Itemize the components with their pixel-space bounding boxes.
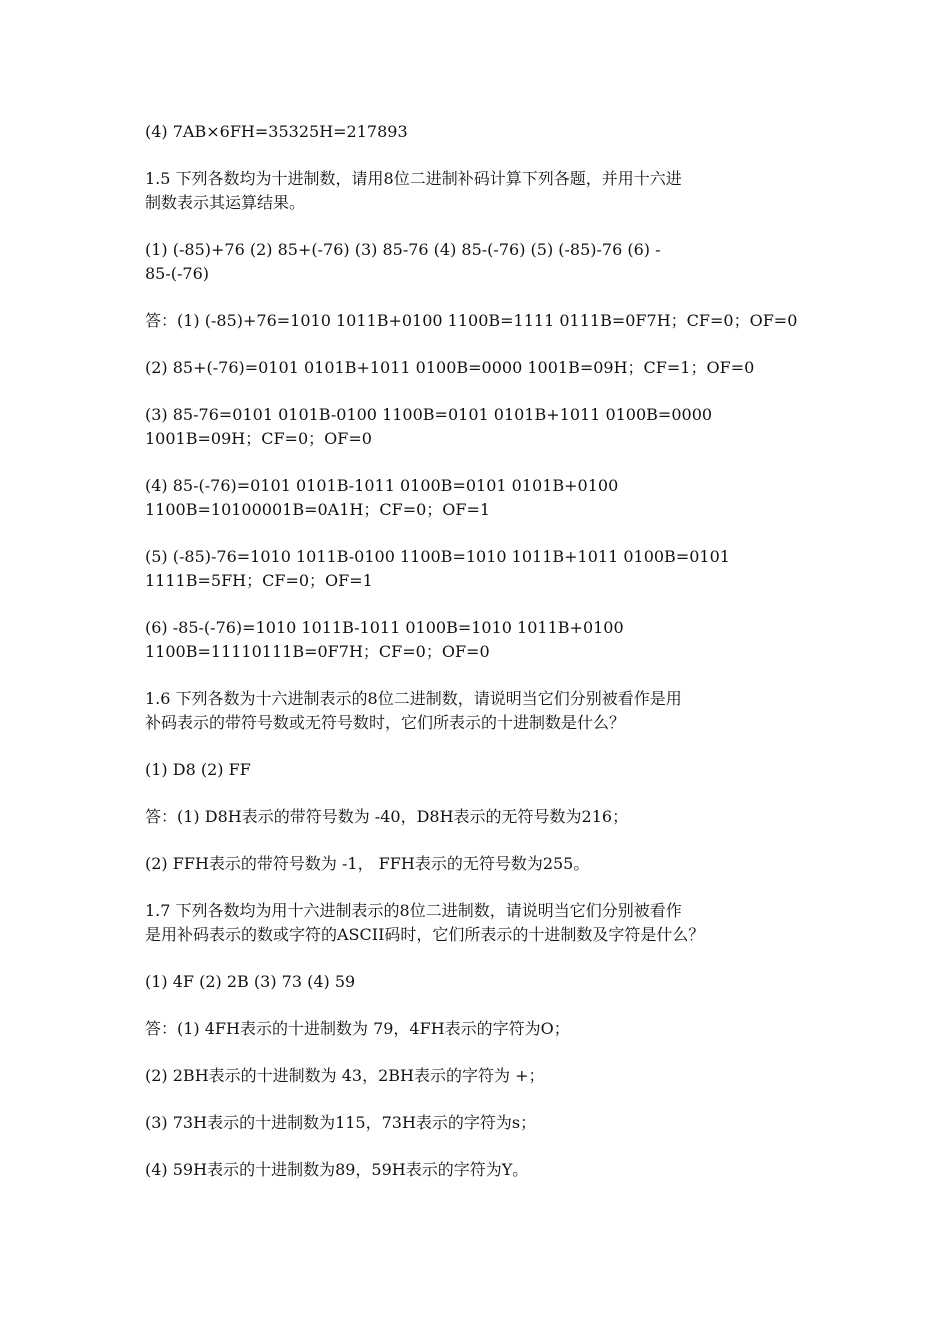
answer-1-4-item-4: [145, 120, 805, 144]
answer-1-7-item-3: [145, 1111, 805, 1135]
text-line: (2) FFH表示的带符号数为 -1， FFH表示的无符号数为255。: [145, 854, 590, 873]
answer-1-5-item-2: [145, 356, 805, 380]
answer-1-7-item-2: [145, 1064, 805, 1088]
question-1-6: [145, 687, 805, 735]
answer-1-5-item-6: [145, 616, 805, 664]
text-line: (1) 4F (2) 2B (3) 73 (4) 59: [145, 972, 356, 991]
text-line: 1100B=10100001B=0A1H；CF=0；OF=1: [145, 500, 491, 519]
text-line: 1.7 下列各数均为用十六进制表示的8位二进制数，请说明当它们分别被看作: [145, 901, 682, 920]
text-line: 1.6 下列各数为十六进制表示的8位二进制数，请说明当它们分别被看作是用: [145, 689, 682, 708]
text-line: 85-(-76): [145, 264, 210, 283]
document-body: [145, 120, 805, 1205]
text-line: 1111B=5FH；CF=0；OF=1: [145, 571, 373, 590]
answer-1-7-item-1: [145, 1017, 805, 1041]
answer-1-5-item-5: [145, 545, 805, 593]
text-line: (2) 85+(-76)=0101 0101B+1011 0100B=0000 1001B=09H；CF=1；OF=0: [145, 358, 755, 377]
text-line: 补码表示的带符号数或无符号数时，它们所表示的十进制数是什么？: [145, 713, 626, 732]
text-line: (2) 2BH表示的十进制数为 43，2BH表示的字符为 +；: [145, 1066, 545, 1085]
text-line: 1.5 下列各数均为十进制数，请用8位二进制补码计算下列各题，并用十六进: [145, 169, 682, 188]
text-line: 答：(1) 4FH表示的十进制数为 79，4FH表示的字符为O；: [145, 1019, 570, 1038]
text-line: (4) 85-(-76)=0101 0101B-1011 0100B=0101 0101B+0100: [145, 476, 619, 495]
answer-1-5-item-1: [145, 309, 805, 333]
text-line: (3) 73H表示的十进制数为115，73H表示的字符为s；: [145, 1113, 537, 1132]
text-line: (4) 7AB×6FH=35325H=217893: [145, 122, 408, 141]
text-line: (3) 85-76=0101 0101B-0100 1100B=0101 0101B+1011 0100B=0000: [145, 405, 713, 424]
question-1-5-items: [145, 238, 805, 286]
answer-1-6-item-2: [145, 852, 805, 876]
answer-1-5-item-4: [145, 474, 805, 522]
text-line: (6) -85-(-76)=1010 1011B-1011 0100B=1010 1011B+0100: [145, 618, 624, 637]
answer-1-6-item-1: [145, 805, 805, 829]
question-1-6-items: [145, 758, 805, 782]
text-line: (4) 59H表示的十进制数为89，59H表示的字符为Y。: [145, 1160, 529, 1179]
question-1-7-items: [145, 970, 805, 994]
question-1-5: [145, 167, 805, 215]
text-line: (1) (-85)+76 (2) 85+(-76) (3) 85-76 (4) 85-(-76) (5) (-85)-76 (6) -: [145, 240, 661, 259]
text-line: 1001B=09H；CF=0；OF=0: [145, 429, 372, 448]
text-line: (5) (-85)-76=1010 1011B-0100 1100B=1010 1011B+1011 0100B=0101: [145, 547, 730, 566]
text-line: (1) D8 (2) FF: [145, 760, 251, 779]
answer-1-5-item-3: [145, 403, 805, 451]
question-1-7: [145, 899, 805, 947]
text-line: 1100B=11110111B=0F7H；CF=0；OF=0: [145, 642, 490, 661]
text-line: 是用补码表示的数或字符的ASCII码时，它们所表示的十进制数及字符是什么？: [145, 925, 705, 944]
answer-1-7-item-4: [145, 1158, 805, 1182]
text-line: 答：(1) (-85)+76=1010 1011B+0100 1100B=1111 0111B=0F7H；CF=0；OF=0: [145, 311, 798, 330]
text-line: 答：(1) D8H表示的带符号数为 -40，D8H表示的无符号数为216；: [145, 807, 629, 826]
text-line: 制数表示其运算结果。: [145, 193, 306, 212]
